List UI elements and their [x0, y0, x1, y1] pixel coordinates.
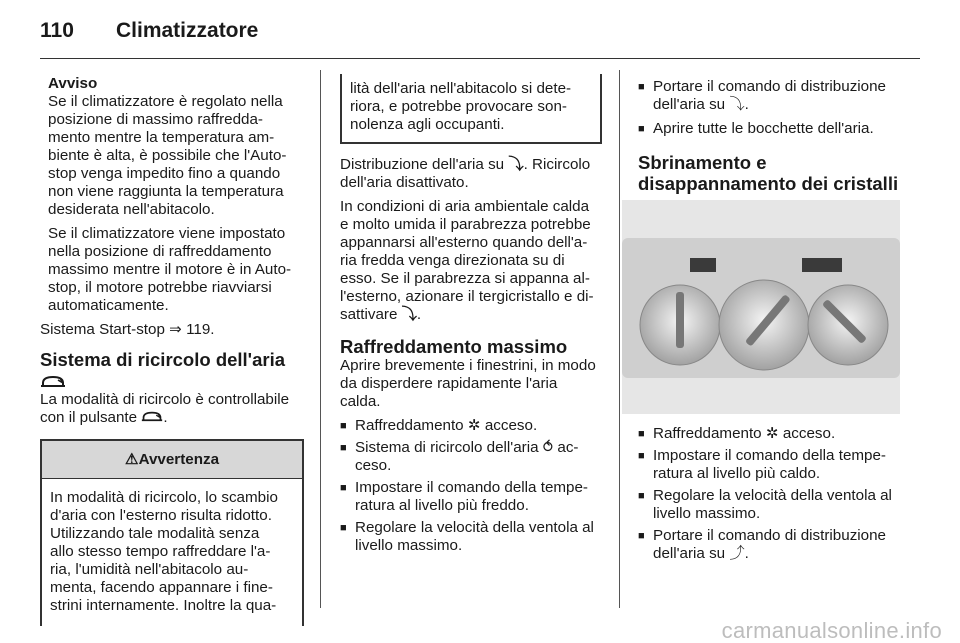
max-cooling-heading: Raffreddamento massimo — [340, 336, 568, 357]
start-stop-reference[interactable]: Sistema Start-stop ⇒ 119. — [40, 321, 215, 338]
air-distribution-windscreen-icon: ⤵ — [401, 306, 417, 323]
list-item: ■ Portare il comando di distribuzione dell'aria su ⤴. — [638, 527, 908, 563]
humid-conditions-text: In condizioni di aria ambientale calda e molto umida il parabrezza potrebbe appannarsi all'esterno quando dell'a- ria fredda venga direzionata su di esso. Se il parabrezza si appanna al- l'esterno, azionare il tergicristallo e di- sattivare ⤵. — [340, 198, 594, 323]
defrost-list — [638, 425, 908, 563]
column-1 — [40, 75, 304, 626]
list-item: ■ Regolare la velocità della ventola al livello massimo. — [638, 487, 908, 523]
notice-paragraph-1: Se il climatizzatore è regolato nella posizione di massimo raffredda- mento mentre la temperatura am- biente è alta, è possibile che l'Auto- stop venga impedito fino a quando non viene raggiunta la temperatura desiderata nell'abitacolo. — [48, 93, 287, 218]
column-2 — [340, 74, 602, 555]
rear-defrost-button — [802, 258, 842, 272]
warning-continuation-text: lità dell'aria nell'abitacolo si dete- riora, e potrebbe provocare son- nolenza agli occupanti. — [350, 80, 572, 133]
list-item: ■ Regolare la velocità della ventola al livello massimo. — [340, 519, 602, 555]
list-item: ■ Portare il comando di distribuzione dell'aria su ⤵. — [638, 78, 908, 114]
defrost-heading: Sbrinamento e disappannamento dei cristalli — [638, 152, 899, 194]
page-title: Climatizzatore — [116, 19, 259, 42]
recirculation-heading: Sistema di ricircolo dell'aria — [40, 349, 304, 391]
air-distribution-windscreen-icon: ⤵ — [729, 96, 745, 113]
page-header — [40, 18, 920, 59]
ac-button — [690, 258, 716, 272]
list-item: ■ Impostare il comando della tempe- ratura al livello più freddo. — [340, 479, 602, 515]
page-number: 110 — [40, 19, 74, 42]
column-3 — [638, 78, 908, 194]
list-item: ■ Raffreddamento ✲ acceso. — [638, 425, 908, 443]
max-cooling-text: Aprire brevemente i finestrini, in modo da disperdere rapidamente l'aria calda. — [340, 357, 596, 410]
list-item: ■ Aprire tutte le bocchette dell'aria. — [638, 120, 908, 138]
column-divider-1 — [320, 70, 321, 608]
notice-paragraph-2: Se il climatizzatore viene impostato nella posizione di raffreddamento massimo mentre il motore è in Auto- stop, il motore potrebbe riavviarsi automaticamente. — [48, 225, 292, 314]
warning-header: ⚠Avvertenza — [42, 441, 302, 479]
air-distribution-windscreen-icon: ⤵ — [508, 156, 524, 173]
warning-box — [40, 439, 304, 626]
column-divider-2 — [619, 70, 620, 608]
notice-title: Avviso — [48, 75, 98, 92]
notice-block — [40, 75, 304, 315]
recirculation-icon: ⥀ — [542, 439, 554, 456]
warning-triangle-icon: ⚠ — [124, 451, 139, 468]
list-item: ■ Raffreddamento ✲ acceso. — [340, 417, 602, 435]
climate-control-panel-photo — [622, 200, 900, 414]
warning-box-continuation — [340, 74, 602, 144]
snowflake-icon: ✲ — [765, 425, 779, 442]
list-item: ■ Impostare il comando della tempe- ratura al livello più caldo. — [638, 447, 908, 483]
recirculation-icon — [40, 374, 66, 388]
max-cooling-list — [340, 417, 602, 555]
snowflake-icon: ✲ — [467, 417, 481, 434]
air-distribution-windscreen-icon: ⤴ — [729, 545, 745, 562]
distribution-text: Distribuzione dell'aria su ⤵. Ricircolo dell'aria disattivato. — [340, 156, 591, 191]
warning-text: In modalità di ricircolo, lo scambio d'aria con l'esterno risulta ridotto. Utilizzando tale modalità senza allo stesso tempo raffreddare l'a- ria, l'umidità nell'abitacolo au- menta, facendo appannare i fine- strini internamente. Inoltre la qua- — [50, 489, 278, 614]
distribution-list — [638, 78, 908, 138]
list-item: ■ Sistema di ricircolo dell'aria ⥀ ac- ceso. — [340, 439, 602, 475]
watermark: carmanualsonline.info — [721, 618, 942, 643]
recirculation-text: La modalità di ricircolo è controllabile con il pulsante . — [40, 391, 290, 426]
recirculation-icon — [141, 410, 163, 422]
column-3-bottom — [638, 425, 908, 563]
